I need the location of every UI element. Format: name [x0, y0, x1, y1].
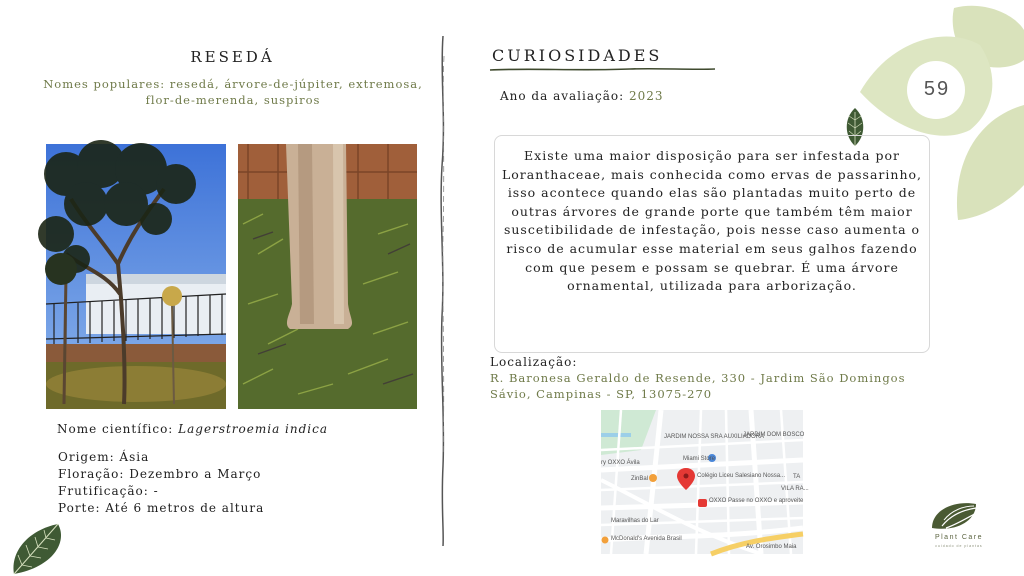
location-map[interactable] — [601, 410, 809, 554]
map-label-oxxo-left: ry OXXO Ávila — [601, 460, 640, 466]
map-label-zinbal: ZinBal — [631, 476, 649, 482]
plant-facts — [58, 449, 264, 517]
map-label-jardim-nossa: JARDIM NOSSA SRA AUXILIADORA — [664, 434, 765, 440]
map-label-ta: TA — [793, 474, 801, 480]
flowering: Floração: Dezembro a Março — [58, 467, 262, 481]
evaluation-year — [500, 89, 664, 103]
column-divider — [436, 36, 450, 546]
map-label-colegio: Colégio Liceu Salesiano Nossa... — [697, 473, 786, 479]
map-label-mcdonalds: McDonald's Avenida Brasil — [611, 536, 682, 542]
map-label-orosimbo: Av. Orosimbo Maia — [746, 544, 797, 550]
scientific-name — [57, 422, 328, 436]
curiosities-text: Existe uma maior disposição para ser infestada por Loranthaceae, mais conhecida como ervas de passarinho, isso acontece quando elas são plantadas muito perto de outras árvores de grande porte que também têm maior suscetibilidade de infestação, pois nesse caso aumenta o risco de acumular esse material em seus galhos fazendo com que pesem e possam se quebrar. É uma árvore ornamental, utilizada para arborização. — [501, 148, 922, 294]
curiosities-title: CURIOSIDADES — [492, 46, 663, 65]
map-label-miami: Miami Store — [683, 456, 716, 462]
origin: Origem: Ásia — [58, 450, 150, 464]
scientific-label: Nome científico: — [57, 422, 174, 436]
year-value: 2023 — [628, 89, 664, 103]
map-label-vila: VILA RA... — [781, 486, 809, 492]
fruiting: Frutificação: - — [58, 484, 159, 498]
map-label-oxxo-right: OXXO Passe no OXXO e aproveite — [709, 498, 804, 504]
scientific-value: Lagerstroemia indica — [178, 422, 329, 436]
location-address: R. Baronesa Geraldo de Resende, 330 - Jardim São Domingos Sávio, Campinas - SP, 13075-270 — [490, 371, 906, 401]
year-label: Ano da avaliação: — [500, 89, 625, 103]
popular-names: Nomes populares: resedá, árvore-de-júpiter, extremosa, flor-de-merenda, suspiros — [43, 77, 423, 107]
map-label-dom-bosco: JARDIM DOM BOSCO — [743, 432, 805, 438]
brand-tagline: cuidado de plantas — [935, 544, 983, 548]
tree-photo — [46, 144, 226, 409]
brand-name: Plant Care — [934, 534, 984, 541]
trunk-photo — [238, 144, 417, 409]
title-underline — [490, 67, 715, 73]
map-label-maravilhas: Maravilhas do Lar — [611, 518, 659, 524]
decorative-leaf-icon — [8, 522, 64, 576]
plant-title: RESEDÁ — [190, 48, 275, 66]
size: Porte: Até 6 metros de altura — [58, 501, 265, 515]
location-label: Localização: — [490, 355, 578, 369]
page-number: 59 — [923, 78, 951, 100]
